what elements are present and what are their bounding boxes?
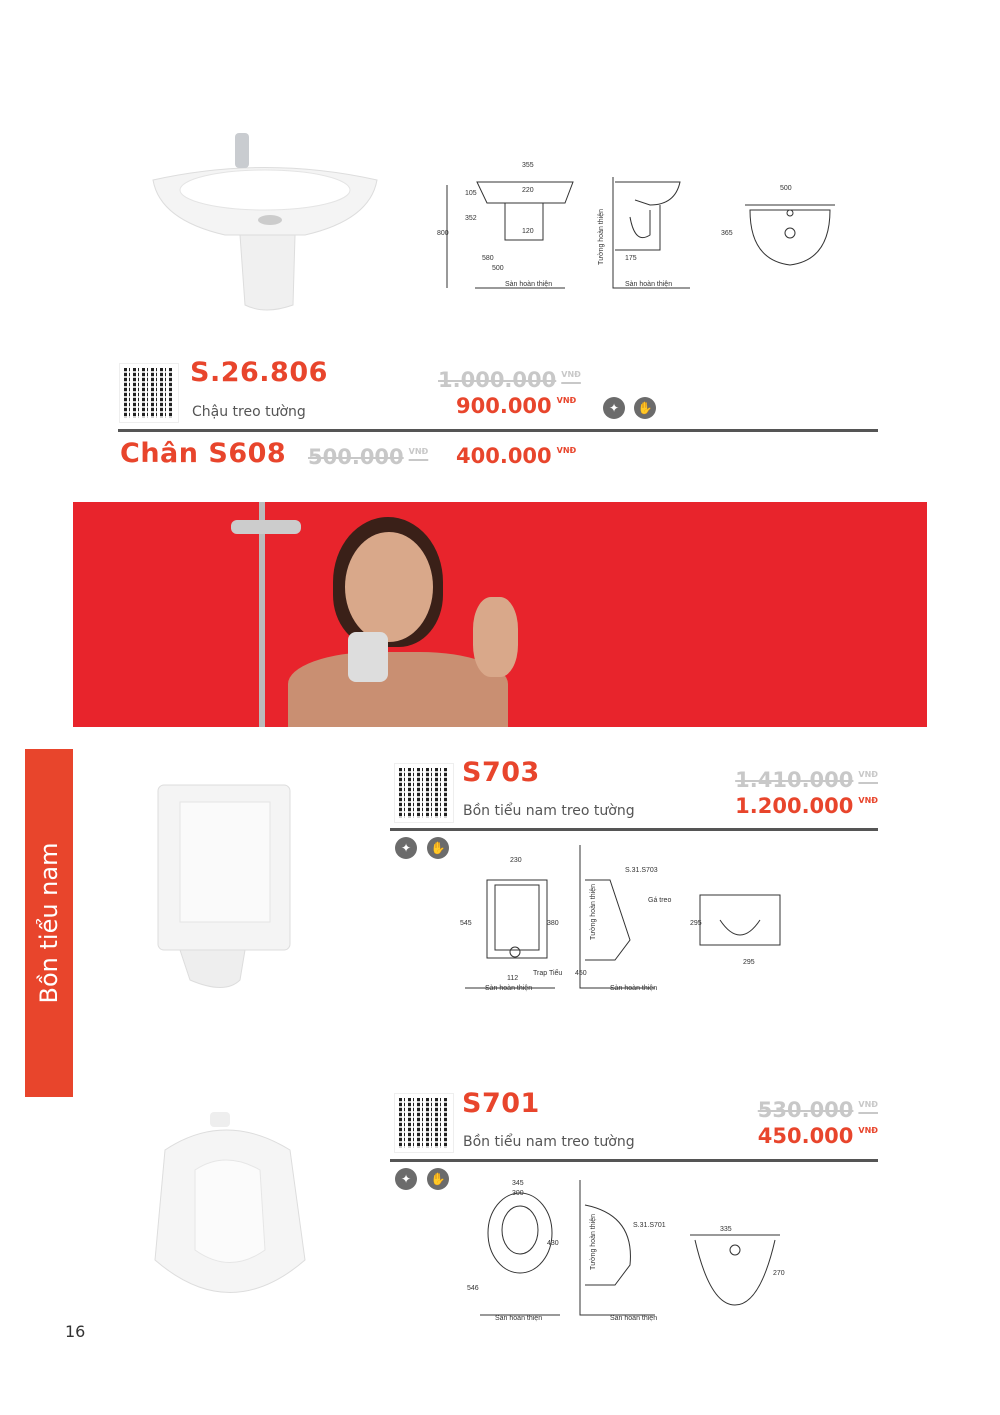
svg-text:352: 352 [465,215,477,222]
svg-text:580: 580 [482,255,494,262]
product-code: S701 [462,1088,540,1119]
svg-text:430: 430 [547,1240,559,1247]
svg-text:Sàn hoàn thiện: Sàn hoàn thiện [625,281,673,288]
easy-clean-icon: ✋ [427,837,449,859]
page-number: 16 [65,1322,86,1341]
svg-text:120: 120 [522,228,534,235]
svg-text:S.31.S703: S.31.S703 [625,867,658,874]
svg-text:355: 355 [522,162,534,169]
svg-text:Tường hoàn thiện: Tường hoàn thiện [590,884,597,940]
svg-text:105: 105 [465,190,477,197]
svg-text:365: 365 [721,230,733,237]
svg-text:300: 300 [512,1190,524,1197]
promo-banner-photo [73,502,927,727]
svg-text:500: 500 [780,185,792,192]
svg-text:500: 500 [492,265,504,272]
easy-clean-icon: ✋ [427,1168,449,1190]
svg-text:Trap Tiểu: Trap Tiểu [533,970,563,977]
svg-text:270: 270 [773,1270,785,1277]
svg-text:Gá treo: Gá treo [648,897,672,904]
svg-text:545: 545 [460,920,472,927]
svg-text:175: 175 [625,255,637,262]
urinal-s701-technical-drawing [455,1175,795,1330]
svg-text:Sàn hoàn thiện: Sàn hoàn thiện [495,1315,543,1322]
old-price: 1.410.000 $^{VNĐ}$ [735,768,878,792]
svg-text:Sàn hoàn thiện: Sàn hoàn thiện [610,1315,658,1322]
svg-text:335: 335 [720,1226,732,1233]
basin-technical-drawing [435,155,845,295]
product-code: S703 [462,757,540,788]
svg-text:Sàn hoàn thiện: Sàn hoàn thiện [505,281,553,288]
urinal-s703-technical-drawing [455,840,795,1000]
product-code: S.26.806 [190,357,328,388]
svg-text:Sàn hoàn thiện: Sàn hoàn thiện [610,985,658,992]
urinal-s703-photo [150,780,300,995]
old-price: 530.000 $^{VNĐ}$ [757,1098,878,1122]
pedestal-old-price: 500.000 $^{VNĐ}$ [308,445,429,469]
qr-code[interactable] [395,764,453,822]
product-description: Bồn tiểu nam treo tường [463,1134,635,1150]
svg-text:Sàn hoàn thiện: Sàn hoàn thiện [485,985,533,992]
svg-text:800: 800 [437,230,449,237]
wall-basin-photo [145,125,385,315]
svg-text:295: 295 [690,920,702,927]
svg-text:230: 230 [510,857,522,864]
svg-text:220: 220 [522,187,534,194]
divider [118,429,878,432]
easy-clean-icon: ✋ [634,397,656,419]
new-price: 900.000 $^{VNĐ}$ [456,394,577,418]
svg-text:Tường hoàn thiện: Tường hoàn thiện [590,1214,597,1270]
svg-text:380: 380 [547,920,559,927]
section-label: Bồn tiểu nam [35,842,63,1004]
antibacterial-icon: ✦ [395,1168,417,1190]
qr-code[interactable] [120,364,178,422]
urinal-s701-photo [140,1110,315,1315]
section-tab [25,749,73,1097]
new-price: 450.000 $^{VNĐ}$ [757,1124,878,1148]
pedestal-label: Chân S608 [120,438,287,469]
new-price: 1.200.000 $^{VNĐ}$ [735,794,878,818]
old-price: 1.000.000 $^{VNĐ}$ [438,368,581,392]
divider [390,1159,878,1162]
svg-text:546: 546 [467,1285,479,1292]
svg-text:Tường hoàn thiện: Tường hoàn thiện [598,209,605,265]
pedestal-new-price: 400.000 $^{VNĐ}$ [456,444,577,468]
svg-text:345: 345 [512,1180,524,1187]
divider [390,828,878,831]
antibacterial-icon: ✦ [395,837,417,859]
qr-code[interactable] [395,1094,453,1152]
product-description: Bồn tiểu nam treo tường [463,803,635,819]
antibacterial-icon: ✦ [603,397,625,419]
svg-text:295: 295 [743,959,755,966]
product-description: Chậu treo tường [192,404,306,420]
svg-text:112: 112 [507,975,519,982]
svg-text:S.31.S701: S.31.S701 [633,1222,666,1229]
svg-text:450: 450 [575,970,587,977]
